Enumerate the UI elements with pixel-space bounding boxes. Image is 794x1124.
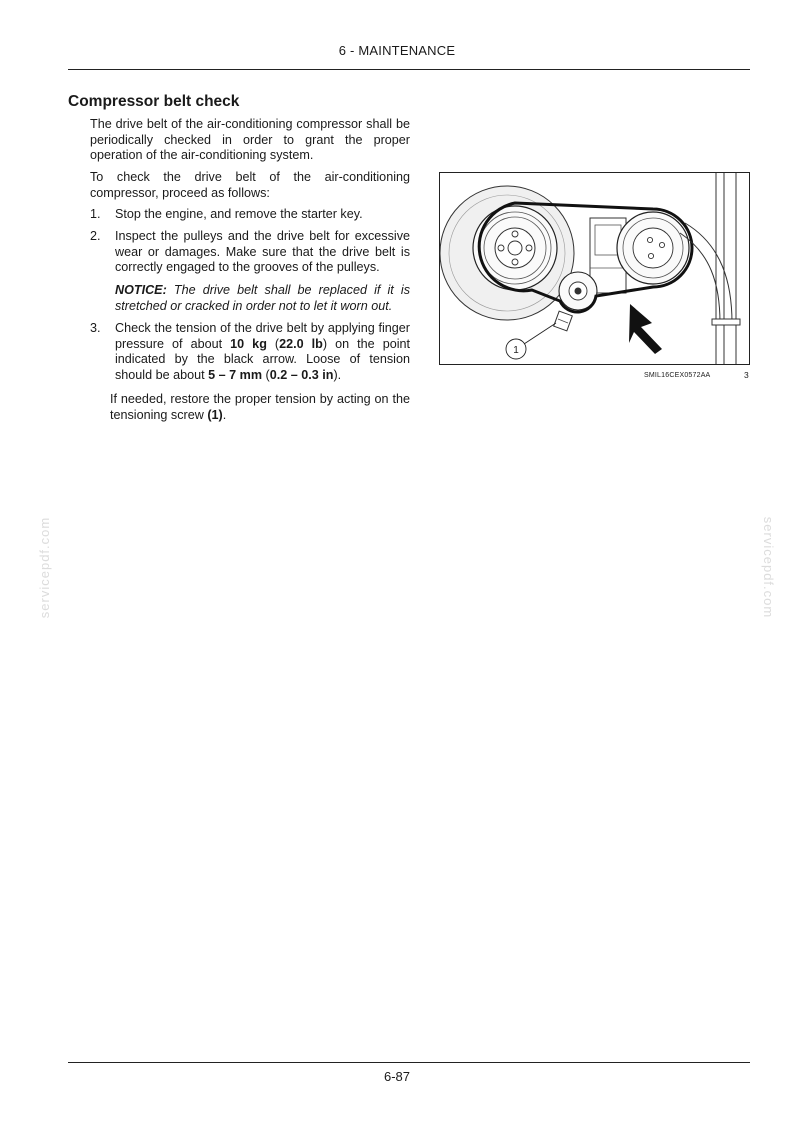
figure-number: 3 [744,370,749,380]
step-text-part: ( [266,336,280,351]
watermark-left: servicepdf.com [37,516,53,619]
intro-paragraph: The drive belt of the air-conditioning compressor shall be periodically checked in order to grant the proper operation of the air-conditioning system. [90,117,410,162]
pipe-clamp [712,319,740,325]
step-number: 2. [90,229,101,243]
final-text: If needed, restore the proper tension by acting on the tensioning screw [110,392,410,422]
step-text [115,321,410,383]
loose-mm: 5 – 7 mm [208,367,263,382]
crank-center [508,241,522,255]
final-paragraph [110,392,410,423]
proceed-paragraph: To check the drive belt of the air-conditioning compressor, proceed as follows: [90,170,410,200]
step-text-part: Check the tension of the drive belt by applying finger pressure of about [115,321,410,351]
tensioner-center [575,288,582,295]
compressor-bolt [659,242,664,247]
step-text: Stop the engine, and remove the starter key. [115,207,363,221]
footer-rule [68,1062,750,1063]
compressor-hub [633,228,673,268]
page-number: 6-87 [383,1069,411,1084]
step-text: Inspect the pulleys and the drive belt for excessive wear or damages. Make sure that the drive belt is correctly engaged to the grooves of the pulleys. [115,229,410,274]
figure-box [439,172,750,365]
loose-in: 0.2 – 0.3 in [269,367,334,382]
final-end: . [222,407,227,422]
notice-label: NOTICE: [115,283,167,297]
header-rule [68,69,750,70]
notice [115,283,410,314]
step-text-part: ) on the point indicated by the black arrow. Loose of tension should be about [115,336,411,382]
notice-text: The drive belt shall be replaced if it is stretched or cracked in order not to let it worn out. [115,283,410,313]
force-lb: 22.0 lb [279,336,323,351]
figure-code: SMIL16CEX0572AA [644,372,711,379]
crank-bolt [526,245,532,251]
final-ref: (1) [207,407,223,422]
watermark-right: servicepdf.com [761,516,777,619]
belt-illustration [440,173,750,365]
section-title: Compressor belt check [68,93,240,110]
callout-label: 1 [513,345,519,356]
step-text-part: ( [262,367,270,382]
crank-bolt [512,259,518,265]
crank-bolt [512,231,518,237]
callout-leader [524,323,556,344]
compressor-bolt [648,253,653,258]
page-header-title: 6 - MAINTENANCE [338,43,456,58]
black-arrow-icon [629,304,662,354]
crank-bolt [498,245,504,251]
force-kg: 10 kg [230,336,267,351]
step-number: 1. [90,207,101,221]
step-text-part: ). [333,367,342,382]
compressor-bolt [647,237,652,242]
step-number: 3. [90,321,101,335]
